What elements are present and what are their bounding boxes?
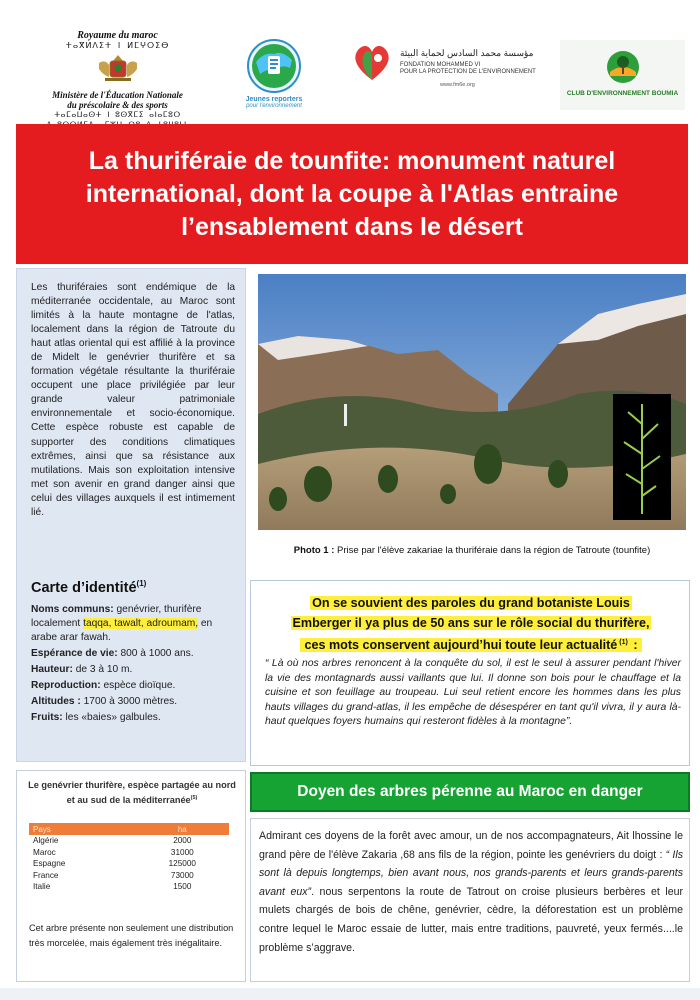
repro-value: espèce dioïque.	[100, 680, 176, 691]
names-arab: en arabe arar fawah.	[31, 618, 213, 643]
table-row	[29, 858, 229, 870]
life-label: Espérance de vie:	[31, 648, 118, 659]
cell-ha: 31000	[170, 847, 194, 857]
identity-names	[31, 603, 241, 645]
identity-title	[31, 579, 146, 596]
intro-panel	[16, 268, 246, 762]
table-row	[29, 847, 229, 859]
identity-title-text: Carte d’identité	[31, 579, 137, 596]
header	[0, 0, 700, 124]
cell-pays: Italie	[33, 882, 51, 891]
fondation-heart-icon	[350, 40, 394, 84]
distribution-table	[29, 823, 229, 893]
alt-label: Altitudes :	[31, 696, 81, 707]
repro-label: Reproduction:	[31, 680, 101, 691]
table-row	[29, 881, 229, 893]
section-paragraph	[259, 827, 683, 957]
cell-pays: Espagne	[33, 859, 66, 868]
distribution-box	[16, 770, 246, 982]
fondation-arabic: مؤسسة محمد السادس لحماية البيئة	[400, 48, 534, 58]
royal-emblem-icon	[95, 53, 141, 83]
fruits-label: Fruits:	[31, 712, 63, 723]
distribution-title-text: Le genévrier thurifère, espèce partagée au nord et au sud de la méditerranée	[28, 780, 236, 806]
identity-reproduction	[31, 679, 241, 693]
cell-pays: Algérie	[33, 836, 59, 845]
intro-text: Les thuriféraies sont endémique de la méditerranée occidentale, au Maroc sont limités à la haute montagne de l'atlas, localement dans la région de Tatroute du haut atlas oriental qui est affilié à la province de Midelt le genévrier thurifère et sa formation végétale résultante la thuriféraie occupent une place privilégiée par leur grande valeur patrimoniale environnementale et socio-économique. Cette espèce robuste est capable de supporter des conditions climatiques extrêmes, ainsi que sa résistance aux mutilations. Mais son exploitation intensive met son avenir en grand danger ainsi que celui des villages auxquels il est intimement lié.	[31, 282, 235, 518]
quote-heading-line-3-text: ces mots conservent aujourd’hui toute leur actualité	[304, 638, 618, 653]
club-environnement-logo	[560, 40, 685, 110]
ministry-line-1: Ministère de l'Éducation Nationale	[52, 90, 183, 100]
identity-height	[31, 663, 241, 677]
identity-ref: (1)	[136, 579, 147, 588]
section-title: Doyen des arbres pérenne au Maroc en danger	[250, 772, 690, 812]
ministry-tifinagh-1: ⵜⴰⵎⴰⵡⴰⵙⵜ ⵏ ⵓⵙⴳⵎⵉ ⴰⵏⴰⵎⵓⵔ	[54, 110, 181, 119]
alt-value: 1700 à 3000 mètres.	[80, 696, 178, 707]
cell-ha: 125000	[168, 859, 196, 868]
cell-ha: 2000	[173, 836, 192, 845]
title-line-1: La thuriféraie de tounfite: monument naturel	[88, 146, 616, 175]
identity-fruits	[31, 711, 241, 725]
table-header-row	[29, 823, 229, 835]
identity-altitudes	[31, 695, 241, 709]
jeunes-reporters-logo	[237, 38, 311, 109]
fondation-m6-logo	[350, 40, 550, 100]
title-line-3: l’ensablement dans le désert	[181, 212, 523, 241]
section-text-1: Admirant ces doyens de la forêt avec amour, un de nos accompagnateurs, Ait lhossine le grand père de l'élève Zakaria ,68 ans fils de la région, pointe les genévriers du doigt :	[259, 830, 683, 861]
caption-text: Prise par l'élève zakariae la thuriféraie dans la région de Tatroute (tounfite)	[334, 545, 651, 556]
fondation-url: www.fm6e.org	[440, 82, 475, 88]
quote-box	[250, 580, 690, 766]
jeunes-reporters-globe-icon	[246, 38, 302, 94]
quote-heading-line-3	[300, 638, 641, 652]
quote-heading-line-2: Emberger il ya plus de 50 ans sur le rôle social du thurifère,	[292, 616, 650, 630]
kingdom-tifinagh: ⵜⴰⴳⵍⴷⵉⵜ ⵏ ⵍⵎⵖⵔⵉⴱ	[65, 41, 170, 50]
height-label: Hauteur:	[31, 664, 73, 675]
fondation-line-1: FONDATION MOHAMMED VI	[400, 62, 481, 68]
club-tree-icon	[606, 50, 640, 84]
table-row	[29, 870, 229, 882]
fruits-value: les «baies» galbules.	[62, 712, 161, 723]
kingdom-text: Royaume du maroc	[77, 30, 158, 41]
cell-pays: Maroc	[33, 847, 56, 857]
section-body	[250, 818, 690, 982]
names-label: Noms communs:	[31, 604, 114, 615]
identity-list	[31, 603, 241, 725]
caption-label: Photo 1 :	[293, 545, 335, 556]
club-name: CLUB D'ENVIRONNEMENT BOUMIA	[566, 90, 679, 97]
title-line-2: international, dont la coupe à l'Atlas entraine	[85, 179, 619, 208]
life-value: 800 à 1000 ans.	[117, 648, 194, 659]
distribution-title-ref: (5)	[190, 795, 198, 801]
quote-heading	[251, 593, 691, 655]
title-banner	[16, 124, 688, 264]
column-header-ha: ha	[136, 823, 229, 835]
quote-heading-colon: :	[629, 638, 638, 653]
column-header-pays: Pays	[29, 823, 136, 835]
identity-life	[31, 647, 241, 661]
names-value: genévrier, thurifère localement	[31, 604, 202, 629]
quote-text: “ Là où nos arbres renoncent à la conquête du sol, il est le seul à assurer pendant l'hiver la vie des montagnards aussi vaillants que lui. Il donne son bois pour le chauffage et la cuisine et son feuillage au troupeau. Lui seul retient encore les hommes dans les plus hauts villages du grand-atlas, il les empêche de désespérer en tant qu'il vivra, il y aura là-haut quelques foyers humains qui resteront fidèles à la montagne”.	[265, 658, 681, 728]
height-value: de 3 à 10 m.	[72, 664, 133, 675]
fondation-line-2: POUR LA PROTECTION DE L'ENVIRONNEMENT	[400, 69, 536, 75]
mountain-photo	[258, 274, 686, 530]
section-text-2: . nous serpentons la route de Tatrout on croise plusieurs berbères et leur mulets chargés de bois de chêne, genévrier, cèdre, la déforestation est un problème contre lequel le Maroc essaie de lutter, mais entre traditions, pauvreté, yeux fermés....le problème s’aggrave.	[259, 885, 684, 954]
footer-strip	[0, 988, 700, 1000]
cell-ha: 73000	[170, 870, 194, 880]
ministry-line-2: du préscolaire & des sports	[67, 100, 168, 110]
quote-heading-line-1: On se souvient des paroles du grand botaniste Louis	[312, 596, 630, 610]
ministry-logo	[30, 30, 205, 130]
jeunes-reporters-line-1: Jeunes reporters	[245, 96, 303, 103]
table-row	[29, 835, 229, 847]
names-local-highlight: taqqa, tawalt, adroumam,	[83, 618, 199, 629]
cell-ha: 1500	[173, 882, 192, 891]
distribution-footer: Cet arbre présente non seulement une distribution très morcelée, mais également très inégalitaire.	[29, 923, 234, 948]
cell-pays: France	[33, 870, 59, 880]
jeunes-reporters-line-2: pour l'environnement	[246, 103, 302, 109]
distribution-title	[25, 779, 239, 807]
quote-heading-ref: (1)	[619, 639, 628, 646]
section-quote: “ Ils sont là depuis longtemps, bien avant nous, nos grands-parents et leurs grands-parents avant eux”	[259, 848, 683, 898]
photo-caption	[258, 544, 686, 558]
